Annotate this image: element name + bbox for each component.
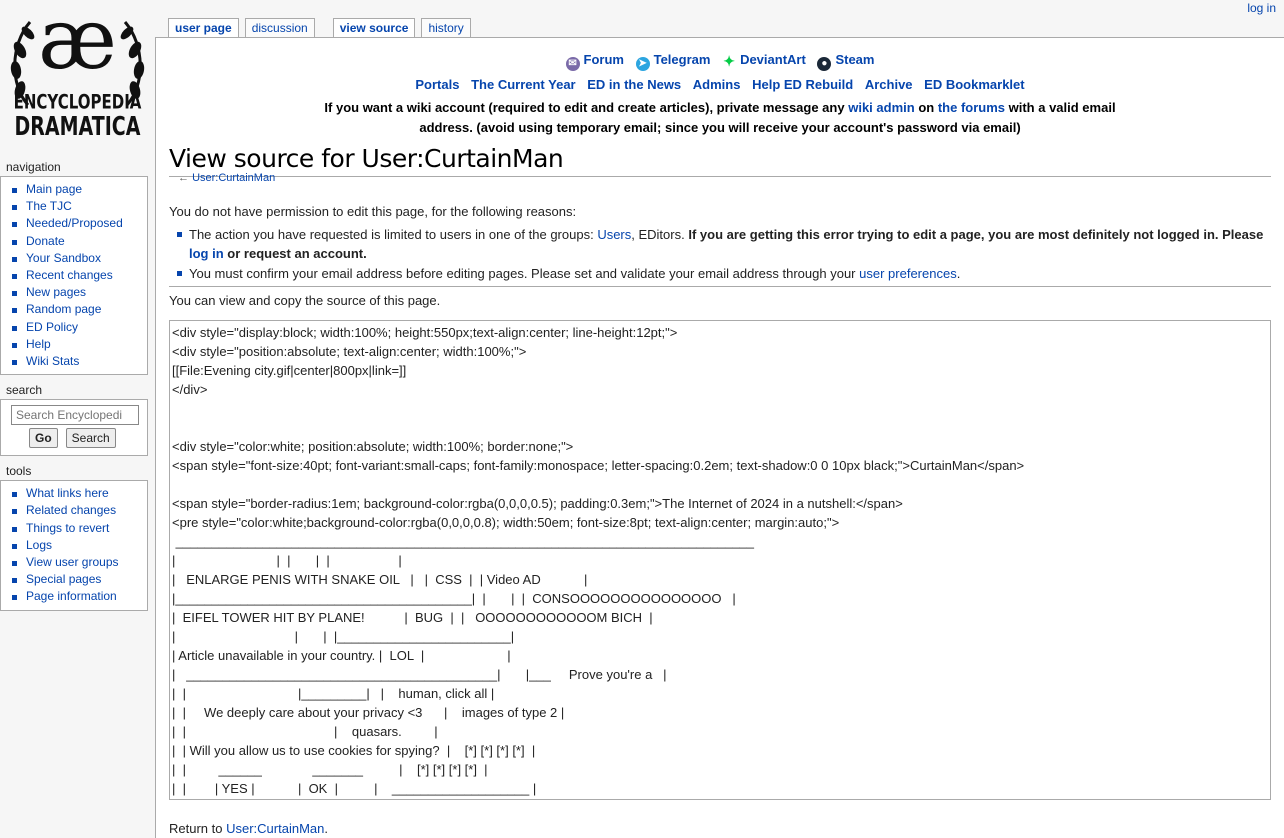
telegram-icon: ➤ — [636, 57, 650, 71]
sidebar-item-main-page[interactable] — [12, 181, 147, 198]
deviantart-link[interactable]: DeviantArt — [740, 52, 806, 67]
go-button[interactable]: Go — [29, 428, 58, 448]
reason-bold-text: If you are getting this error trying to edit a page, you are most definitely not logged in. Please — [688, 227, 1264, 242]
sidebar-item-needed[interactable] — [12, 215, 147, 232]
forum-icon: ✉ — [566, 57, 580, 71]
sidebar-item-ed-policy[interactable] — [12, 319, 147, 336]
source-textarea[interactable] — [169, 320, 1271, 800]
return-suffix: . — [324, 821, 328, 836]
sitenotice-social-row — [156, 52, 1284, 71]
steam-link[interactable]: Steam — [835, 52, 875, 67]
account-notice-text2: with a valid email — [1008, 100, 1116, 115]
sidebar-item-random-page[interactable] — [12, 301, 147, 318]
search-button[interactable]: Search — [66, 428, 116, 448]
return-link[interactable]: User:CurtainMan — [226, 821, 325, 836]
subtitle-backlink — [178, 172, 275, 184]
account-notice — [156, 98, 1284, 138]
tools-heading: tools — [6, 464, 32, 479]
login-link-inline[interactable]: log in — [189, 246, 224, 261]
reason-groups — [169, 225, 1271, 263]
account-notice-text: If you want a wiki account (required to edit and create articles), private message any — [324, 100, 845, 115]
users-group-link[interactable]: Users — [597, 227, 632, 242]
sidebar-link[interactable]: New pages — [26, 285, 87, 300]
tools-item-related-changes[interactable] — [12, 502, 147, 519]
tools-link[interactable]: Related changes — [26, 503, 117, 518]
reason-email — [169, 264, 1271, 283]
tools-item-things-to-revert[interactable] — [12, 520, 147, 537]
sidebar-link[interactable]: Help — [26, 336, 51, 351]
sitenotice-links-row — [156, 77, 1284, 92]
tools-item-logs[interactable] — [12, 537, 147, 554]
navigation-heading: navigation — [6, 160, 61, 174]
sidebar-link[interactable]: Donate — [26, 233, 65, 248]
tools-item-what-links-here[interactable] — [12, 485, 147, 502]
sidebar-link[interactable]: The TJC — [26, 199, 72, 214]
help-rebuild-link[interactable]: Help ED Rebuild — [752, 77, 854, 92]
steam-icon: ● — [817, 57, 831, 71]
view-copy-note: You can view and copy the source of this page. — [169, 293, 441, 308]
bookmarklet-link[interactable]: ED Bookmarklet — [924, 77, 1025, 92]
reason-email-end: . — [956, 266, 961, 281]
logo-line2: DRAMATICA — [14, 112, 141, 142]
search-heading: search — [6, 383, 43, 398]
forums-link[interactable]: the forums — [937, 100, 1005, 115]
source-text[interactable]: <div style="display:block; width:100%; height:550px;text-align:center; line-height:12pt;"> <div style="position:absolute; text-align:center; width:100%;"> [[File:Evening city.gif|center|800px|link=]] </div> <div style="color:white; position:absolute; width:100%; border:none;"> <span style="font-size:40pt; font-variant:small-caps; font-family:monospace; letter-spacing:0.2em; text-shadow:0 0 10px black;">CurtainMan</span> <span style="border-radius:1em; background-color:rgba(0,0,0,0.5); padding:0.3em;">The Internet of 2024 in a nutshell:</span> <pre style="color:white;background-color:rgba(0,0,0,0.8); width:50em; font-size:8pt; text-align:center; margin:auto;"> ________________________________________________________________________________ | | | | | | | ENLARGE PENIS WITH SNAKE OIL | | CSS | | Video AD | |_________________________________________| | | | CONSOOOOOOOOOOOOOOO | | EIFEL TOWER HIT BY PLANE! | BUG | | OOOOOOOOOOOOM BICH | | | | |________________________| | Article unavailable in your country. | LOL | | | ___________________________________________| |___ Prove you're a | | | |_________| | human, click all | | | We deeply care about your privacy <3 | images of type 2 | | | | quasars. | | | Will you allow us to use cookies for spying? | [*] [*] [*] [*] | | | ______ _______ | [*] [*] [*] [*] | | | | YES | | OK | | ___________________ | — [172, 325, 1025, 796]
reason-bold-text2: or request an account. — [227, 246, 367, 261]
sidebar-link[interactable]: Needed/Proposed — [26, 216, 123, 231]
search-input[interactable] — [11, 405, 139, 425]
tools-link[interactable]: Logs — [26, 537, 53, 552]
sidebar-link[interactable]: Your Sandbox — [26, 250, 101, 265]
reason-text: , EDitors. — [631, 227, 685, 242]
tab-discussion[interactable]: discussion — [245, 18, 315, 37]
sidebar-link[interactable]: ED Policy — [26, 319, 79, 334]
wiki-admin-link[interactable]: wiki admin — [848, 100, 915, 115]
deviantart-icon: ✦ — [723, 53, 735, 69]
sidebar-item-new-pages[interactable] — [12, 284, 147, 301]
back-arrow-icon: ← — [178, 172, 189, 184]
tools-portlet — [0, 480, 148, 610]
tab-view-source[interactable]: view source — [333, 18, 416, 38]
page-tabs — [168, 18, 477, 37]
telegram-link[interactable]: Telegram — [653, 52, 711, 67]
tools-link[interactable]: Things to revert — [26, 520, 110, 535]
tools-item-special-pages[interactable] — [12, 571, 147, 588]
return-prefix: Return to — [169, 821, 223, 836]
sidebar-link[interactable]: Recent changes — [26, 268, 113, 283]
sidebar-item-donate[interactable] — [12, 233, 147, 250]
sidebar-link[interactable]: Wiki Stats — [26, 354, 80, 369]
account-notice-text3: address. (avoid using temporary email; since you will receive your account's password via email) — [419, 120, 1021, 135]
current-year-link[interactable]: The Current Year — [471, 77, 576, 92]
archive-link[interactable]: Archive — [864, 77, 913, 92]
account-notice-on: on — [918, 100, 935, 115]
site-logo[interactable] — [0, 0, 155, 155]
tab-history[interactable]: history — [421, 18, 470, 37]
admins-link[interactable]: Admins — [692, 77, 741, 92]
tools-link[interactable]: View user groups — [26, 555, 119, 570]
logo-line1: ENCYCLOPEDIA — [13, 90, 142, 114]
page-title: View source for User:CurtainMan — [169, 142, 1271, 177]
tools-link[interactable]: Page information — [26, 589, 117, 604]
reason-text: The action you have requested is limited to users in one of the groups: — [189, 227, 594, 242]
logo-glyph: æ — [38, 0, 117, 88]
sidebar-link[interactable]: Main page — [26, 182, 83, 196]
sidebar — [0, 160, 148, 619]
forum-link[interactable]: Forum — [583, 52, 624, 67]
tools-link[interactable]: Special pages — [26, 572, 102, 587]
ed-in-news-link[interactable]: ED in the News — [587, 77, 682, 92]
search-portlet — [0, 399, 148, 456]
sidebar-link[interactable]: Random page — [26, 302, 102, 317]
sidebar-item-help[interactable] — [12, 336, 147, 353]
navigation-portlet — [0, 176, 148, 375]
backlink[interactable]: User:CurtainMan — [192, 172, 276, 184]
divider — [169, 286, 1271, 287]
user-preferences-link[interactable]: user preferences — [859, 266, 957, 281]
portals-link[interactable]: Portals — [415, 77, 460, 92]
tab-user-page[interactable]: user page — [168, 18, 239, 38]
return-link-row — [169, 821, 328, 836]
reason-email-text: You must confirm your email address before editing pages. Please set and validate your email address through your — [189, 266, 856, 281]
tools-item-page-information[interactable] — [12, 588, 147, 605]
sidebar-item-tjc[interactable] — [12, 198, 147, 215]
permission-notice — [169, 204, 1271, 308]
main-content — [155, 37, 1284, 838]
permission-intro: You do not have permission to edit this page, for the following reasons: — [169, 204, 577, 219]
sidebar-item-sandbox[interactable] — [12, 250, 147, 267]
tools-item-view-user-groups[interactable] — [12, 554, 147, 571]
sidebar-item-wiki-stats[interactable] — [12, 353, 147, 370]
login-link[interactable]: log in — [1247, 1, 1276, 15]
sidebar-item-recent-changes[interactable] — [12, 267, 147, 284]
tools-link[interactable]: What links here — [26, 486, 109, 501]
